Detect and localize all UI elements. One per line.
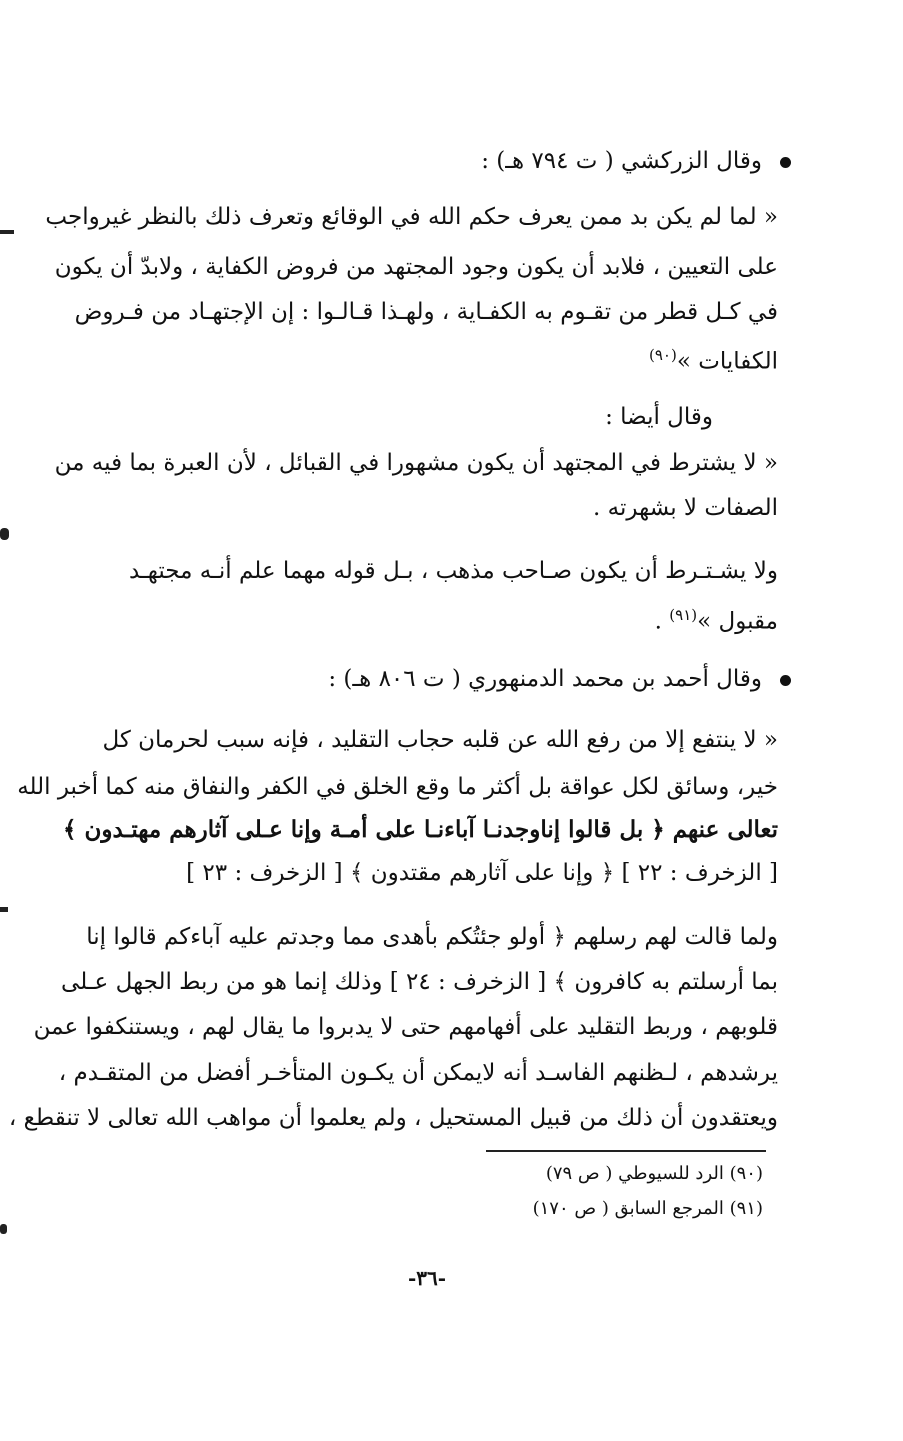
quote4-line-2: خير، وسائق لكل عواقة بل أكثر ما وقع الخلق في الكفر والنفاق منه كما أخبر الله xyxy=(17,774,778,800)
quote1-line-2: على التعيين ، فلابد أن يكون وجود المجتهد من فروض الكفاية ، ولابدّ أن يكون xyxy=(54,254,778,280)
zarkashi-heading-text: وقال الزركشي ( ت ٧٩٤ هـ) : xyxy=(481,148,762,174)
scan-edge-mark xyxy=(0,907,8,912)
footnote-separator xyxy=(486,1150,766,1152)
bullet-icon xyxy=(780,157,791,168)
quote4-line-4: [ الزخرف : ٢٢ ] ﴿ وإنا على آثارهم مقتدون ﴾ [ الزخرف : ٢٣ ] xyxy=(186,860,778,886)
quote5-line-2: بما أرسلتم به كافرون ﴾ [ الزخرف : ٢٤ ] وذلك إنما هو من ربط الجهل عـلى xyxy=(61,969,778,995)
quote4-line-1: « لا ينتفع إلا من رفع الله عن قلبه حجاب التقليد ، فإنه سبب لحرمان كل xyxy=(102,727,778,753)
zarkashi-heading xyxy=(481,146,791,176)
quote2-line-1: « لا يشترط في المجتهد أن يكون مشهورا في القبائل ، لأن العبرة بما فيه من xyxy=(54,450,778,476)
quote1-line-4-text: الكفايات » xyxy=(676,348,778,375)
quote3-line-2 xyxy=(655,600,778,637)
quote5-line-5: ويعتقدون أن ذلك من قبيل المستحيل ، ولم يعلموا أن مواهب الله تعالى لا تنقطع ، xyxy=(8,1105,778,1131)
footnote-ref-91: (٩١) xyxy=(669,606,698,624)
quote3-line-2-text: مقبول » xyxy=(697,608,778,635)
footnote-91: (٩١) المرجع السابق ( ص ١٧٠) xyxy=(532,1198,763,1219)
scan-edge-mark xyxy=(0,528,9,540)
damanhuri-heading-text: وقال أحمد بن محمد الدمنهوري ( ت ٨٠٦ هـ) : xyxy=(328,666,762,692)
quote5-line-1: ولما قالت لهم رسلهم ﴿ أولو جئتُكم بأهدى مما وجدتم عليه آباءكم قالوا إنا xyxy=(86,924,778,950)
quote1-line-3: في كـل قطر من تقـوم به الكفـاية ، ولهـذا قـالـوا : إن الإجتهـاد من فـروض xyxy=(74,299,778,325)
bullet-icon xyxy=(780,675,791,686)
quote2-line-2: الصفات لا بشهرته . xyxy=(593,495,778,521)
quote3-end: . xyxy=(654,608,670,635)
quote1-line-4 xyxy=(649,340,778,377)
page-number: -٣٦- xyxy=(407,1266,447,1290)
scan-edge-mark xyxy=(0,1224,7,1234)
footnote-90: (٩٠) الرد للسيوطي ( ص ٧٩) xyxy=(545,1163,763,1184)
footnote-ref-90: (٩٠) xyxy=(648,346,677,364)
also-heading: وقال أيضا : xyxy=(605,404,713,430)
quote3-line-1: ولا يشـتـرط أن يكون صـاحب مذهب ، بـل قوله مهما علم أنـه مجتهـد xyxy=(128,558,778,584)
quote5-line-4: يرشدهم ، لـظنهم الفاسـد أنه لايمكن أن يكـون المتأخـر أفضل من المتقـدم ، xyxy=(58,1060,778,1086)
quote4-line-3: تعالى عنهم ﴿ بل قالوا إناوجدنـا آباءنـا على أمـة وإنا عـلى آثارهم مهتـدون ﴾ xyxy=(63,816,778,843)
quote5-line-3: قلوبهم ، وربط التقليد على أفهامهم حتى لا يدبروا ما يقال لهم ، ويستنكفوا عمن xyxy=(33,1014,778,1040)
quote1-line-1: « لما لم يكن بد ممن يعرف حكم الله في الوقائع وتعرف ذلك بالنظر غيرواجب xyxy=(45,204,778,230)
scan-edge-mark xyxy=(0,230,14,234)
damanhuri-heading xyxy=(328,664,791,694)
